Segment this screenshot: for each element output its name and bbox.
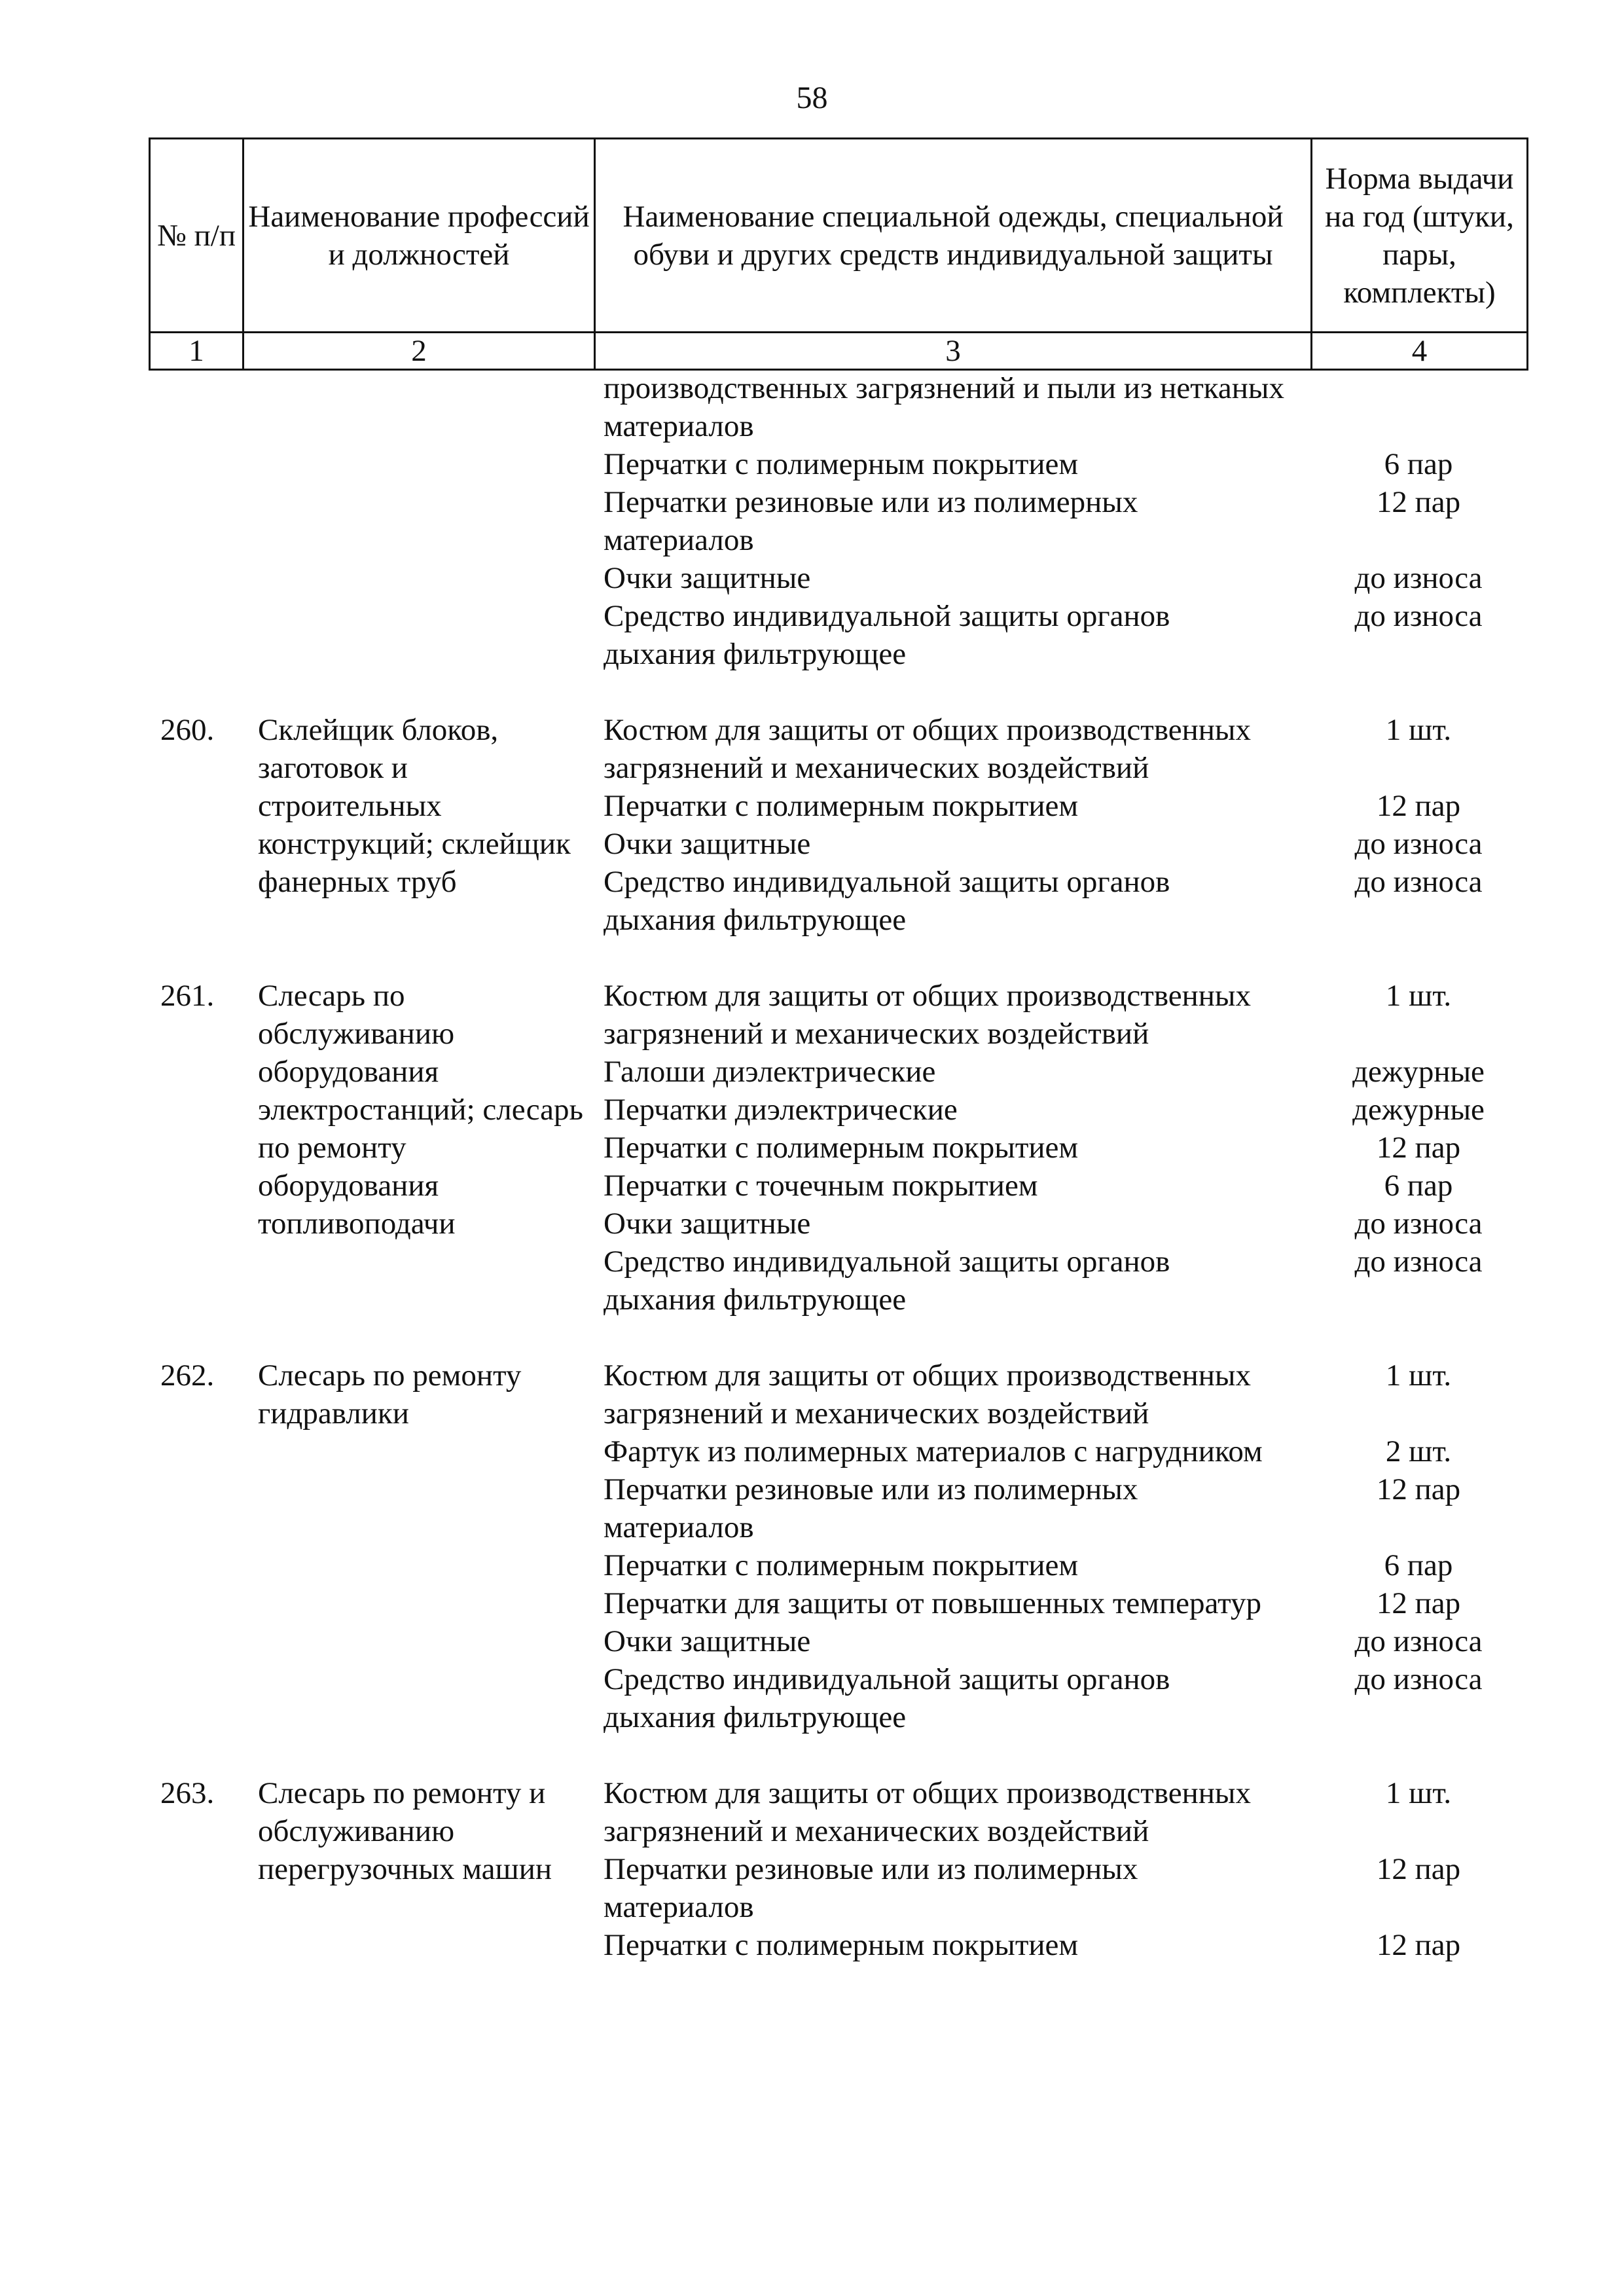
list-item [594, 369, 1526, 445]
table-body [149, 369, 1526, 1964]
item-norm: до износа [1354, 1207, 1483, 1241]
list-item [594, 1660, 1526, 1736]
item-name: Очки защитные [604, 1624, 811, 1658]
item-norm: дежурные [1352, 1093, 1485, 1127]
item-name: Средство индивидуальной защиты органов дыхания фильтрующее [604, 1245, 1170, 1317]
list-item [594, 1774, 1526, 1850]
item-norm: 12 пар [1376, 1852, 1461, 1886]
item-name: Перчатки резиновые или из полимерных материалов [604, 485, 1138, 557]
header-number: № п/п [150, 139, 244, 333]
item-norm: 1 шт. [1385, 713, 1452, 747]
list-item [594, 1205, 1526, 1243]
header-norm: Норма выдачи на год (штуки, пары, комплекты) [1312, 139, 1528, 333]
item-norm: 6 пар [1384, 1169, 1453, 1203]
column-number-row [150, 333, 1528, 370]
item-name: Очки защитные [604, 827, 811, 861]
header-equipment: Наименование специальной одежды, специальной обуви и других средств индивидуальной защиты [595, 139, 1312, 333]
item-name: Средство индивидуальной защиты органов дыхания фильтрующее [604, 1662, 1170, 1734]
item-norm: 12 пар [1376, 1586, 1461, 1620]
list-item [594, 1129, 1526, 1167]
row-number: 261. [160, 979, 215, 1013]
row-number: 263. [160, 1776, 215, 1810]
item-norm: 6 пар [1384, 447, 1453, 481]
list-item [594, 787, 1526, 825]
row-profession: Склейщик блоков, заготовок и строительных конструкций; склейщик фанерных труб [258, 713, 571, 899]
item-name: Средство индивидуальной защиты органов дыхания фильтрующее [604, 865, 1170, 937]
list-item [594, 1926, 1526, 1964]
column-number: 4 [1312, 333, 1528, 370]
list-item [594, 711, 1526, 787]
list-item [594, 559, 1526, 597]
list-item [594, 1053, 1526, 1091]
header-row [150, 139, 1528, 333]
column-number: 2 [244, 333, 595, 370]
item-norm: 2 шт. [1385, 1434, 1452, 1468]
item-name: Перчатки резиновые или из полимерных материалов [604, 1472, 1138, 1544]
column-number: 1 [150, 333, 244, 370]
item-norm: 1 шт. [1385, 979, 1452, 1013]
table-row [149, 977, 1526, 1319]
item-norm: 1 шт. [1385, 1776, 1452, 1810]
item-norm: до износа [1354, 865, 1483, 899]
row-profession: Слесарь по обслуживанию оборудования электростанций; слесарь по ремонту оборудования топливоподачи [258, 979, 583, 1241]
row-number: 262. [160, 1358, 215, 1393]
item-norm: 1 шт. [1385, 1358, 1452, 1393]
item-norm: 6 пар [1384, 1548, 1453, 1582]
row-profession: Слесарь по ремонту и обслуживанию перегрузочных машин [258, 1776, 552, 1886]
row-profession [242, 369, 594, 673]
item-norm: до износа [1354, 561, 1483, 595]
item-norm: 12 пар [1376, 485, 1461, 519]
list-item [594, 1091, 1526, 1129]
item-name: Костюм для защиты от общих производственных загрязнений и механических воздействий [604, 713, 1251, 785]
item-norm: 12 пар [1376, 789, 1461, 823]
list-item [594, 863, 1526, 939]
list-item [594, 1432, 1526, 1470]
item-norm: до износа [1354, 1624, 1483, 1658]
item-name: Перчатки с полимерным покрытием [604, 1131, 1079, 1165]
item-name: Перчатки для защиты от повышенных температур [604, 1586, 1262, 1620]
list-item [594, 1243, 1526, 1319]
table-row [149, 369, 1526, 673]
item-name: Галоши диэлектрические [604, 1055, 936, 1089]
item-norm: до износа [1354, 827, 1483, 861]
item-norm: до износа [1354, 1245, 1483, 1279]
item-name: Перчатки с полимерным покрытием [604, 789, 1079, 823]
list-item [594, 1850, 1526, 1926]
item-name: Фартук из полимерных материалов с нагрудником [604, 1434, 1263, 1468]
row-number [149, 369, 242, 673]
item-name: Костюм для защиты от общих производственных загрязнений и механических воздействий [604, 1358, 1251, 1430]
item-norm [1310, 369, 1526, 445]
item-name: производственных загрязнений и пыли из нетканых материалов [604, 371, 1284, 443]
item-norm: дежурные [1352, 1055, 1485, 1089]
list-item [594, 1470, 1526, 1546]
list-item [594, 1546, 1526, 1584]
page-number: 58 [796, 81, 828, 115]
item-norm: до износа [1354, 1662, 1483, 1696]
list-item [594, 483, 1526, 559]
list-item [594, 1357, 1526, 1432]
list-item [594, 977, 1526, 1053]
item-name: Перчатки с полимерным покрытием [604, 447, 1079, 481]
item-name: Перчатки диэлектрические [604, 1093, 958, 1127]
item-name: Костюм для защиты от общих производственных загрязнений и механических воздействий [604, 979, 1251, 1051]
item-name: Перчатки с полимерным покрытием [604, 1548, 1079, 1582]
item-norm: 12 пар [1376, 1928, 1461, 1962]
item-name: Средство индивидуальной защиты органов дыхания фильтрующее [604, 599, 1170, 671]
list-item [594, 825, 1526, 863]
table-header [149, 137, 1528, 371]
item-norm: до износа [1354, 599, 1483, 633]
list-item [594, 445, 1526, 483]
item-name: Очки защитные [604, 1207, 811, 1241]
row-profession: Слесарь по ремонту гидравлики [258, 1358, 522, 1430]
header-profession: Наименование профессий и должностей [244, 139, 595, 333]
item-name: Перчатки с точечным покрытием [604, 1169, 1038, 1203]
table-row [149, 1774, 1526, 1964]
item-norm: 12 пар [1376, 1472, 1461, 1506]
list-item [594, 1167, 1526, 1205]
table-row [149, 1357, 1526, 1736]
row-number: 260. [160, 713, 215, 747]
item-name: Очки защитные [604, 561, 811, 595]
list-item [594, 1584, 1526, 1622]
list-item [594, 1622, 1526, 1660]
table-row [149, 711, 1526, 939]
column-number: 3 [595, 333, 1312, 370]
list-item [594, 597, 1526, 673]
item-name: Перчатки с полимерным покрытием [604, 1928, 1079, 1962]
item-name: Перчатки резиновые или из полимерных материалов [604, 1852, 1138, 1924]
item-norm: 12 пар [1376, 1131, 1461, 1165]
item-name: Костюм для защиты от общих производственных загрязнений и механических воздействий [604, 1776, 1251, 1848]
